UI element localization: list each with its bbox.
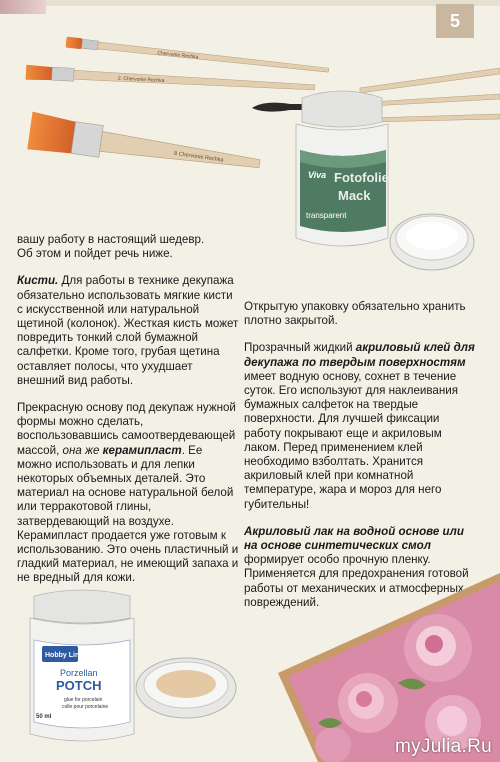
right-text-column	[244, 300, 476, 610]
potch-label-line-4: colle pour porcelaine	[62, 704, 109, 710]
glue-body: имеет водную основу, сохнет в течение суток. Его используют для наклеивания бумажных салфеток на твердые поверхности. Для лучшей фиксации работу покрывают еще и акриловым лаком. Перед применением клей необходимо взболтать. Хранится акриловый клей при комнатной температуре, жара и мороз для него губительны!	[244, 369, 459, 511]
page-top-edge	[0, 0, 500, 6]
site-watermark: myJulia.Ru	[395, 736, 492, 757]
intro-line-1: вашу работу в настоящий шедевр.	[17, 233, 205, 246]
potch-brand: Hobby Line	[45, 652, 84, 659]
brush-2-label: 2. Chervonie Rechka	[117, 75, 165, 85]
wide-flat-brush	[27, 112, 262, 180]
glue-brand: Viva	[308, 170, 327, 180]
brush-3-label: 8 Chervonie Rechka	[173, 150, 224, 164]
brushes-heading: Кисти.	[17, 274, 59, 288]
intro-line-2: Об этом и пойдет речь ниже.	[17, 247, 173, 261]
brushes-body: Для работы в технике декупажа обязательно использовать мягкие кисти с искусственной или натуральной щетиной (колонок). Жесткая кисть может повредить тонкий слой бумажной салфетки. Кроме того, грубая щетина оставляет полосы, что ухудшает внешний вид работы.	[17, 274, 239, 387]
glue-heading: акриловый клей для декупажа по твердым поверхностям	[244, 341, 475, 369]
page-number: 5	[436, 4, 474, 38]
keramiplast-paragraph	[17, 401, 239, 586]
potch-label-line-1: Porzellan	[60, 668, 98, 678]
rose-napkin-illustration	[278, 573, 500, 762]
lacquer-heading: Акриловый лак на водной основе или на основе синтетических смол	[244, 524, 464, 553]
brushes-paragraph	[17, 274, 239, 388]
potch-label-line-2: POTCH	[56, 678, 102, 693]
porcelain-potch-jar	[26, 588, 138, 748]
keramiplast-em: она же	[62, 443, 100, 457]
keramiplast-heading: керамипласт	[102, 443, 182, 457]
decoupage-glue-jar	[290, 88, 395, 253]
glue-jar-lid	[384, 198, 480, 276]
lacquer-body: формирует особо прочную пленку. Применяется для предохранения готовой работы от механических и атмосферных повреждений.	[244, 553, 469, 609]
glue-label-line-2: Mack	[338, 188, 371, 203]
previous-page-corner	[0, 0, 46, 14]
left-text-column	[17, 233, 239, 586]
potch-volume: 50 ml	[36, 714, 52, 720]
storage-note: Открытую упаковку обязательно хранить плотно закрытой.	[244, 300, 466, 328]
intro-paragraph	[17, 233, 239, 261]
keramiplast-intro: Прекрасную основу под декупаж нужной формы можно сделать, воспользовавшись самоотвердевающей массой,	[17, 401, 236, 457]
brush-1-label: Chervonie Rechka	[157, 50, 199, 61]
keramiplast-body: . Ее можно использовать и для лепки некоторых объемных деталей. Это материал на основе натуральной белой или терракотовой глины, затвердевающий на воздухе. Керамипласт продается уже готовым к использованию. Это очень пластичный и гладкий материал, не имеющий запаха и не вредный для кожи.	[17, 443, 239, 585]
potch-label-line-3: glue for porcelain	[64, 697, 103, 703]
glue-label-line-3: transparent	[306, 211, 347, 220]
glue-label-line-1: Fotofolie	[334, 170, 389, 185]
glue-paragraph	[244, 341, 476, 511]
potch-jar-lid	[130, 648, 242, 726]
glue-intro: Прозрачный жидкий	[244, 341, 356, 355]
